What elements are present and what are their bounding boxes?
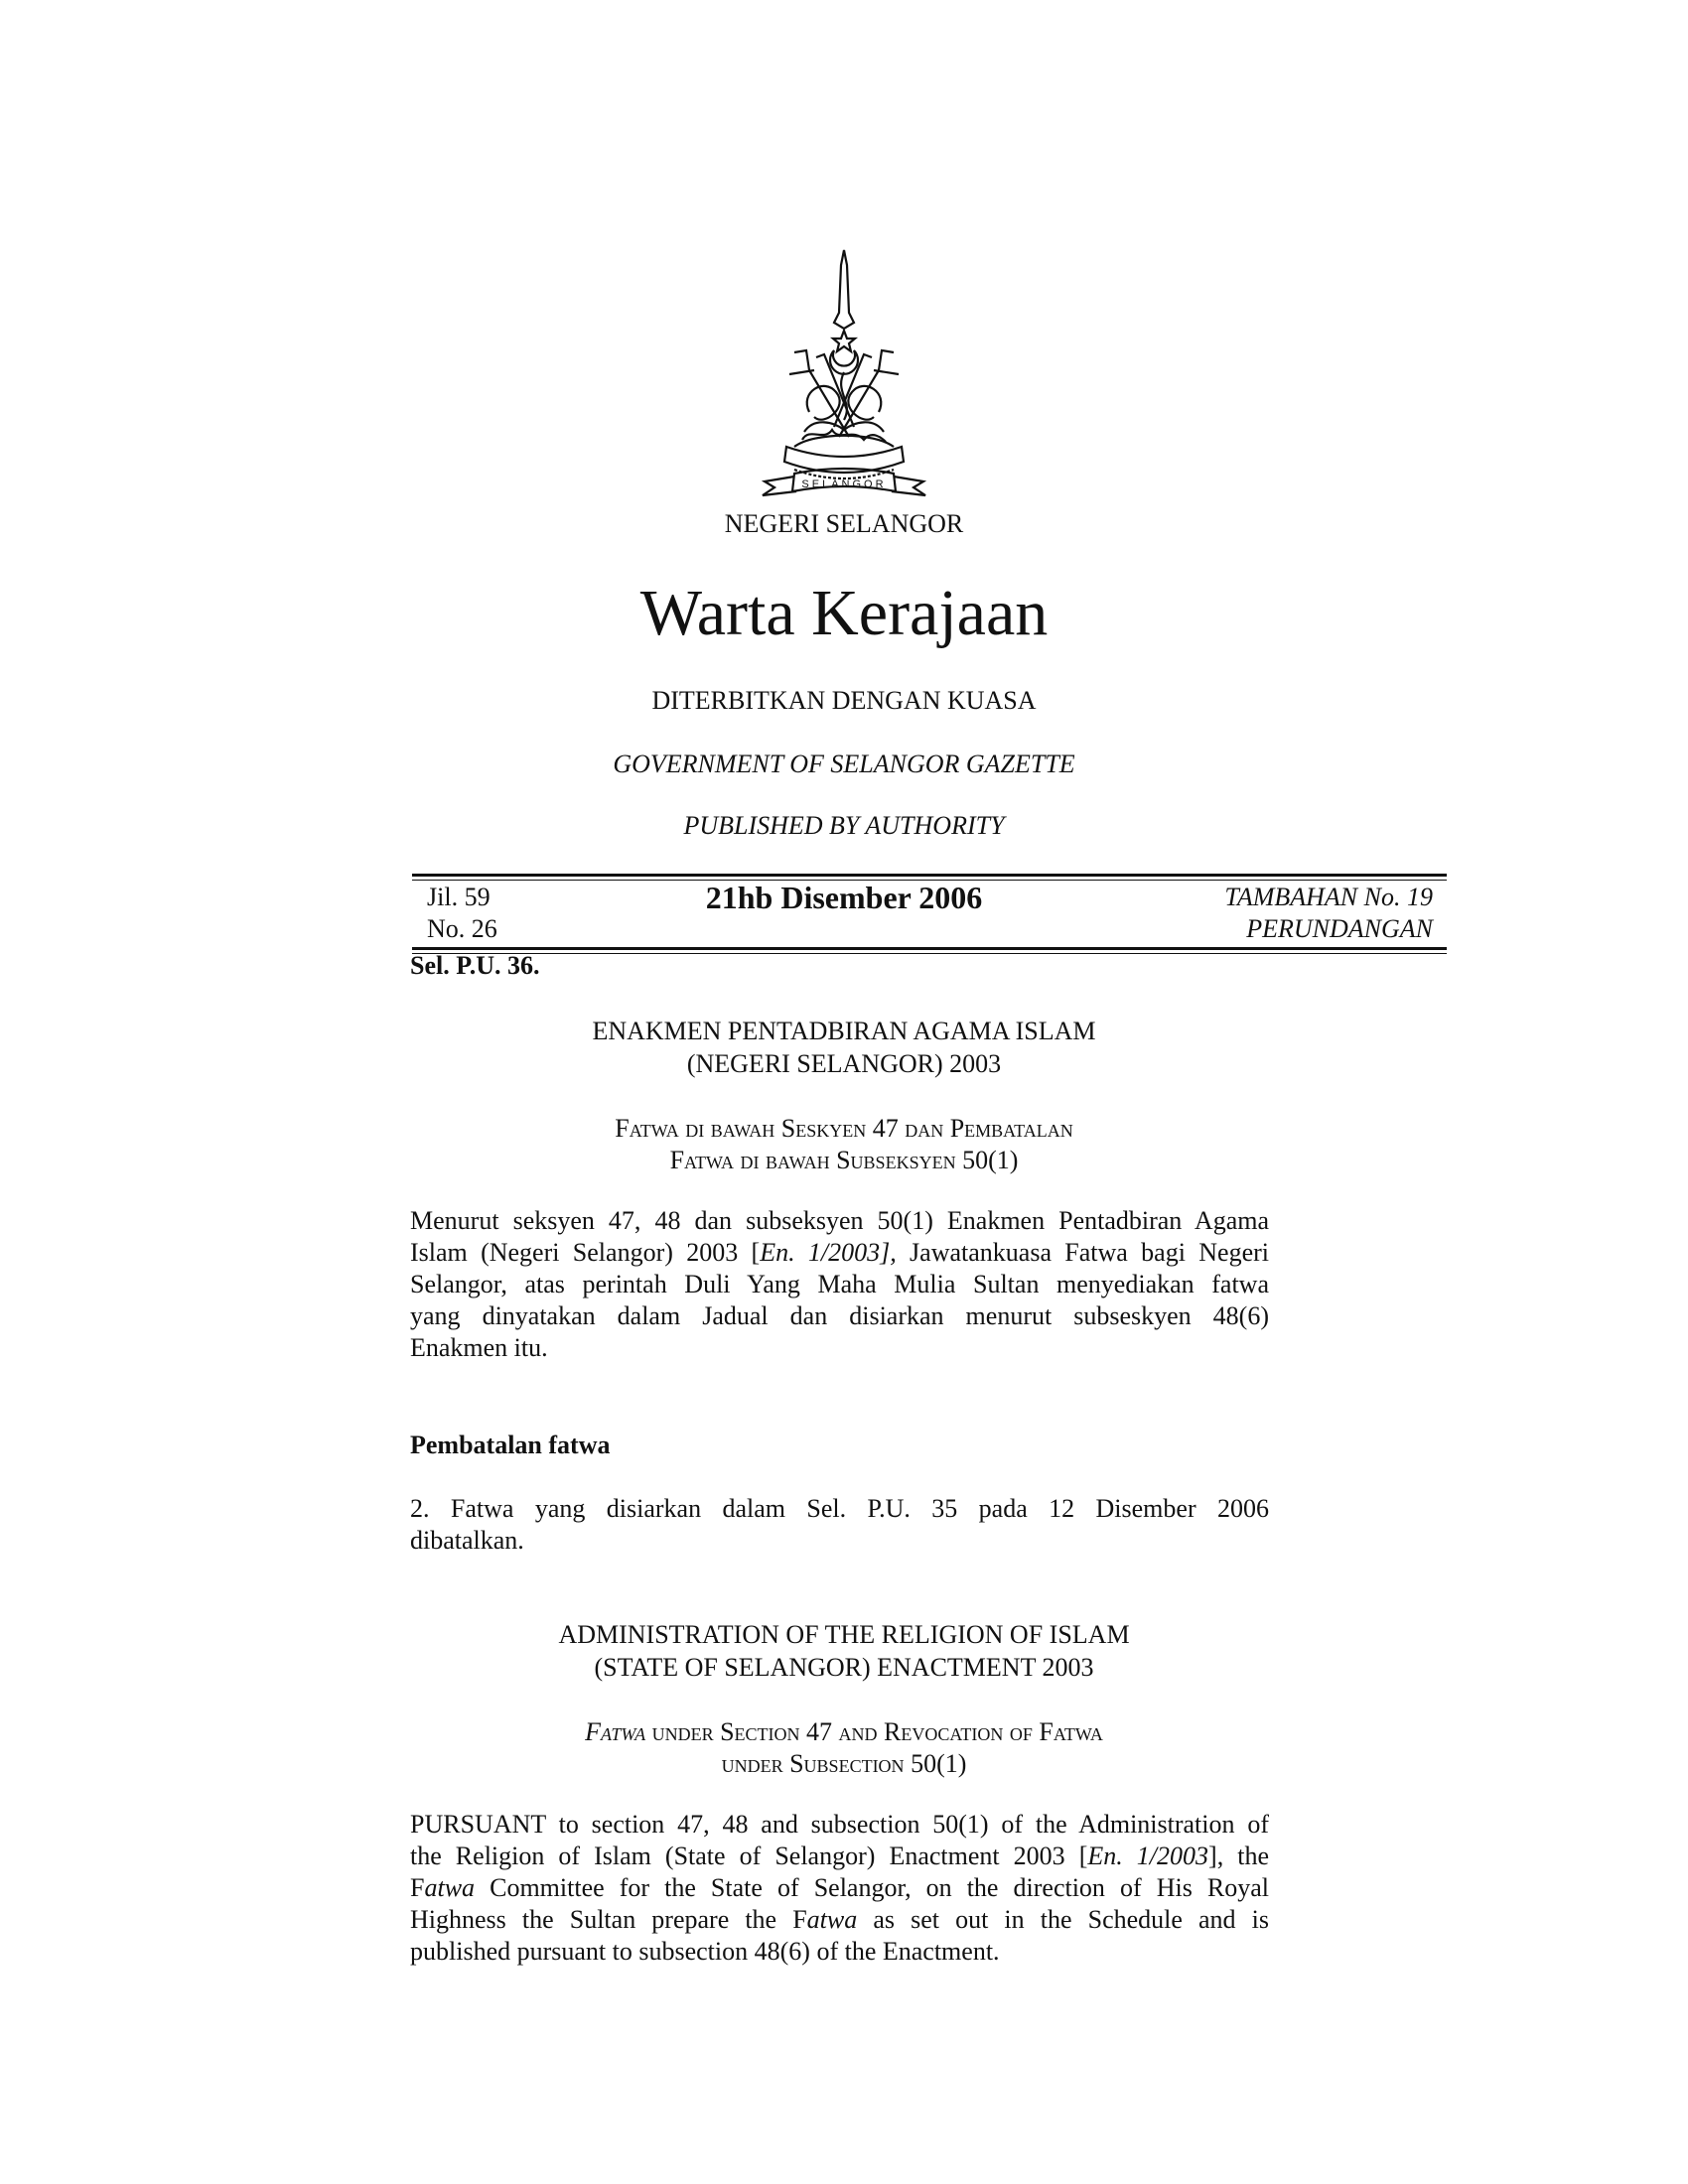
reference-number: Sel. P.U. 36. [410,951,540,980]
subtitle-malay: DITERBITKAN DENGAN KUASA [651,686,1037,715]
state-name: NEGERI SELANGOR [724,509,964,538]
preamble-line [410,1872,1269,1904]
malay-preamble [410,1205,1269,1364]
preamble-line [410,1269,1269,1300]
category: PERUNDANGAN [1246,914,1433,943]
supplement-info [1224,882,1433,945]
clause-line: 2. Fatwa yang disiarkan dalam Sel. P.U. 35 pada 12 Disember 2006 [410,1494,1269,1523]
english-preamble [410,1809,1269,1968]
malay-subheading [0,1113,1688,1176]
issue-date: 21hb Disember 2006 [705,880,983,915]
malay-act-title-line1: ENAKMEN PENTADBIRAN AGAMA ISLAM [592,1017,1096,1045]
revocation-clause [410,1493,1269,1557]
fatwa-italic: atwa [806,1905,858,1934]
text: published pursuant to subsection 48(6) of the Enactment. [410,1937,1000,1966]
selangor-emblem-icon [755,243,933,501]
text: dan Pembatalan [898,1114,1073,1143]
english-act-title-line1: ADMINISTRATION OF THE RELIGION OF ISLAM [558,1620,1130,1649]
preamble-line [410,1809,1269,1841]
english-subheading [0,1716,1688,1780]
bottom-rule-thin [412,953,1447,954]
text: Fatwa di bawah Seskyen [615,1114,873,1143]
preamble-line [410,1237,1269,1269]
text: PURSUANT to section 47, 48 and subsection 50(1) of the Administration of [410,1810,1269,1839]
section-number: 47 [872,1114,899,1143]
text: F [410,1873,425,1902]
bottom-rule-thick [412,947,1447,950]
malay-act-title-line2: (NEGERI SELANGOR) 2003 [686,1049,1002,1078]
subsection-number: 50(1) [911,1749,967,1778]
english-act-title-line2: (STATE OF SELANGOR) ENACTMENT 2003 [594,1653,1094,1682]
text: under Section [645,1717,807,1746]
subtitle-authority: PUBLISHED BY AUTHORITY [683,811,1005,840]
text: under Subsection [721,1749,912,1778]
malay-act-title [0,1015,1688,1080]
english-subheading-line1 [0,1716,1688,1748]
preamble-line [410,1205,1269,1237]
english-subheading-line2 [0,1748,1688,1780]
text: Islam (Negeri Selangor) 2003 [ [410,1238,761,1267]
gazette-title: Warta Kerajaan [639,577,1049,649]
malay-subheading-line2 [0,1145,1688,1176]
text: Committee for the State of Selangor, on the direction of His Royal [475,1873,1269,1902]
text: yang dinyatakan dalam Jadual dan disiarkan menurut subseskyen 48(6) [410,1301,1269,1330]
text: Enakmen itu. [410,1333,548,1362]
text: and Revocation of Fatwa [832,1717,1103,1746]
citation: En. 1/2003], [760,1238,897,1267]
text: Menurut seksyen 47, 48 dan subseksyen 50(1) Enakmen Pentadbiran Agama [410,1206,1269,1235]
emblem-label: SELANGOR [801,478,887,490]
clause-line: dibatalkan. [410,1526,524,1555]
text: Highness the Sultan prepare the F [410,1905,807,1934]
fatwa-italic: Fatwa [585,1717,646,1746]
subsection-number: 50(1) [962,1146,1019,1174]
text: Fatwa di bawah Subseksyen [669,1146,963,1174]
top-rule-thick [412,874,1447,877]
supplement-number: TAMBAHAN No. 19 [1224,883,1433,911]
text: Jawatankuasa Fatwa bagi Negeri [896,1238,1269,1267]
preamble-line [410,1936,1269,1968]
issue-number: No. 26 [427,914,497,943]
citation: En. 1/2003 [1087,1842,1209,1870]
preamble-line [410,1300,1269,1332]
malay-subheading-line1 [0,1113,1688,1145]
text: ], the [1208,1842,1269,1870]
text: as set out in the Schedule and is [857,1905,1270,1934]
preamble-line [410,1904,1269,1936]
text: Selangor, atas perintah Duli Yang Maha Mulia Sultan menyediakan fatwa [410,1270,1269,1298]
section-heading: Pembatalan fatwa [410,1431,611,1459]
fatwa-italic: atwa [424,1873,476,1902]
volume: Jil. 59 [427,883,491,911]
english-act-title [0,1618,1688,1684]
subtitle-english: GOVERNMENT OF SELANGOR GAZETTE [613,750,1075,778]
text: the Religion of Islam (State of Selangor) Enactment 2003 [ [410,1842,1088,1870]
section-number: 47 [806,1717,833,1746]
preamble-line [410,1332,1269,1364]
preamble-line [410,1841,1269,1872]
